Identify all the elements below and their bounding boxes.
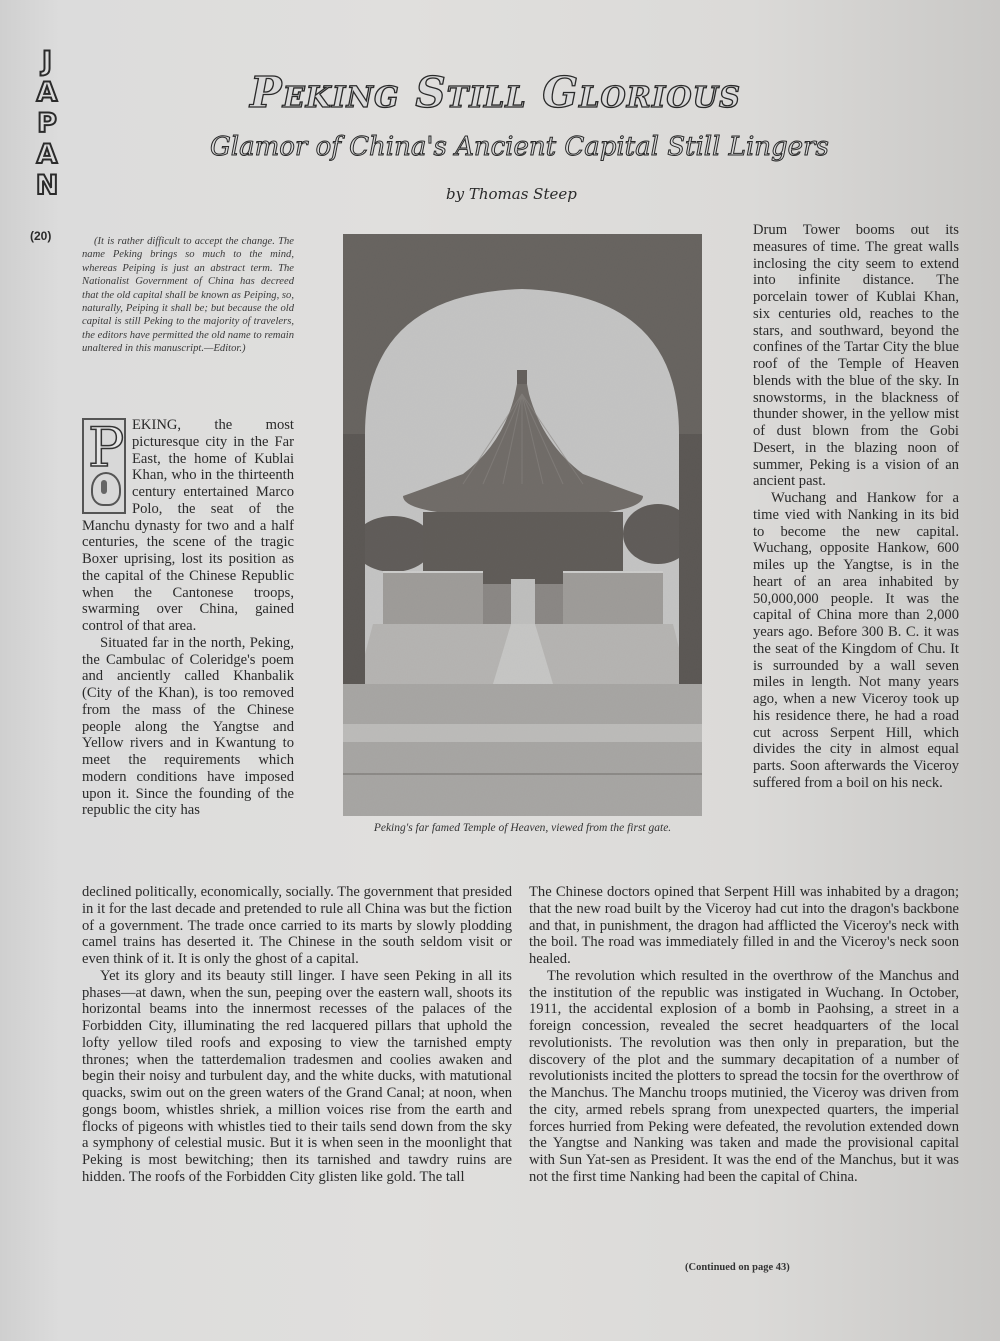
dropcap-letter: P: [88, 418, 125, 479]
lower-right-column: [529, 884, 959, 1186]
paragraph: Wuchang and Hankow for a time vied with Nanking in its bid to become the new capital. Wuchang, opposite Hankow, 600 miles up the Yangtse, is in the heart of an area inhabited by 50,000,000 people. It was the capital of China more than 2,000 years ago. Before 300 B. C. it was the seat of the Kingdom of Chu. It is surrounded by a wall seven miles in length. Not many years ago, when a new Viceroy took up his residence there, he had a road cut across Serpent Hill, which divides the city in almost equal parts. Soon afterwards the Viceroy suffered from a boil on his neck.: [753, 490, 959, 791]
paragraph: The revolution which resulted in the overthrow of the Manchus and the institution of the republic was instigated in Wuchang. In October, 1911, the accidental explosion of a bomb in Paohsing, a street in a foreign concession, revealed the secret headquarters of the local revolutionists. The revolution was then only in preparation, but the discovery of the plot and the summary decapitation of a number of revolutionists incited the plotters to spread the tocsin for the overthrow of the Manchus. The Manchu troops mutinied, the Viceroy was driven from the city, armed rebels sprang from unexpected quarters, the imperial forces hurried from Peking were defeated, the revolution extended down the Yangtse and Nanking was taken and made the provisional capital with Sun Yat-sen as President. It was the end of the Manchus, but it was not the first time Nanking had been the capital of China.: [529, 967, 960, 1185]
byline: by Thomas Steep: [446, 185, 577, 203]
dropcap-initial: [82, 418, 126, 514]
editor-note: (It is rather difficult to accept the change. The name Peking brings so much to the mind, whereas Peiping is just an abstract term. The Nationalist Government of China has decreed that the old capital shall be known as Peiping, so, naturally, Peiping it shall be; but because the old capital is still Peking to the majority of travelers, the editors have permitted the old name to remain unaltered in this manuscript.—Editor.): [82, 236, 294, 355]
ornament-icon: [91, 472, 121, 506]
paragraph: The Chinese doctors opined that Serpent Hill was inhabited by a dragon; that the new road built by the Viceroy had cut into the dragon's backbone and that, in punishment, the dragon had afflicted the Viceroy's neck with the boil. The road was immediately filled in and the Viceroy's neck soon healed.: [529, 884, 959, 967]
photo-caption: Peking's far famed Temple of Heaven, viewed from the first gate.: [373, 822, 672, 834]
section-letter: J: [41, 46, 53, 77]
page-number: (20): [30, 229, 52, 243]
section-label-japan: [30, 46, 64, 201]
section-letter: A: [36, 77, 58, 108]
section-letter: A: [36, 139, 58, 170]
paragraph-text: EKING, the most picturesque city in the Far East, the home of Kublai Khan, who in the thirteenth century entertained Marco Polo, the seat of the Manchu dynasty for two and a half centuries, the scene of the tragic Boxer uprising, lost its position as the capital of the Chinese Republic when the Cantonese troops, swarming over China, gained control of that area.: [82, 417, 294, 634]
section-letter: P: [37, 108, 57, 139]
paragraph: Drum Tower booms out its measures of time. The great walls inclosing the city seem to extend into infinite distance. The porcelain tower of Kublai Khan, six centuries old, reaches to the stars, and southward, beyond the confines of the Tartar City the blue roof of the Temple of Heaven blends with the blue of the sky. In snowstorms, in the blackness of thunder shower, in the yellow mist of dust blown from the Gobi Desert, in the blazing noon of summer, Peking is a vision of an ancient past.: [753, 222, 959, 490]
paragraph: Yet its glory and its beauty still linger. I have seen Peking in all its phases—at dawn, when the sun, peeping over the eastern wall, shoots its horizontal beams into the innermost recesses of the palaces of the Forbidden City, illuminating the red lacquered pillars that uphold the lofty yellow tiled roofs and exposing to view the tarnished empty thrones; when the tatterdemalion tradesmen and coolies awaken and begin their noisy and turbulent day, and the white ducks, with matutional quacks, swim out on the green waters of the Grand Canal; at noon, when gongs boom, whistles shriek, a million voices rise from the earth and flocks of pigeons with whistles tied to their tails send down from the sky a symphony of celestial music. But it is when seen in the moonlight that Peking is most bewitching; then its tarnished and tawdry ruins are hidden. The roofs of the Forbidden City glisten like gold. The tall: [82, 967, 512, 1185]
headline: Peking Still Glorious: [250, 68, 741, 117]
paragraph: declined politically, economically, socially. The government that presided in it for the last decade and pretended to rule all China was but the fiction of a government. The trade once carried to its marts by slowly plodding camel trains has deserted it. The Chinese in the south seldom visit or even think of it. It is only the ghost of a capital.: [82, 884, 512, 967]
lower-left-column: [82, 884, 512, 1186]
left-column: [82, 417, 294, 819]
photo-illustration: [343, 234, 702, 816]
subheadline: Glamor of China's Ancient Capital Still Lingers: [210, 132, 829, 162]
paragraph: Situated far in the north, Peking, the Cambulac of Coleridge's poem and anciently called Khanbalik (City of the Khan), is too removed from the mass of the Chinese people along the Yangtse and Yellow rivers and in Kwantung to meet the requirements which modern conditions have imposed upon it. Since the founding of the republic the city has: [82, 634, 294, 819]
temple-of-heaven-photo: [343, 234, 702, 816]
continued-notice: (Continued on page 43): [685, 1262, 790, 1273]
opening-paragraph: [82, 417, 294, 635]
right-column: [753, 222, 959, 792]
section-letter: N: [35, 170, 59, 201]
